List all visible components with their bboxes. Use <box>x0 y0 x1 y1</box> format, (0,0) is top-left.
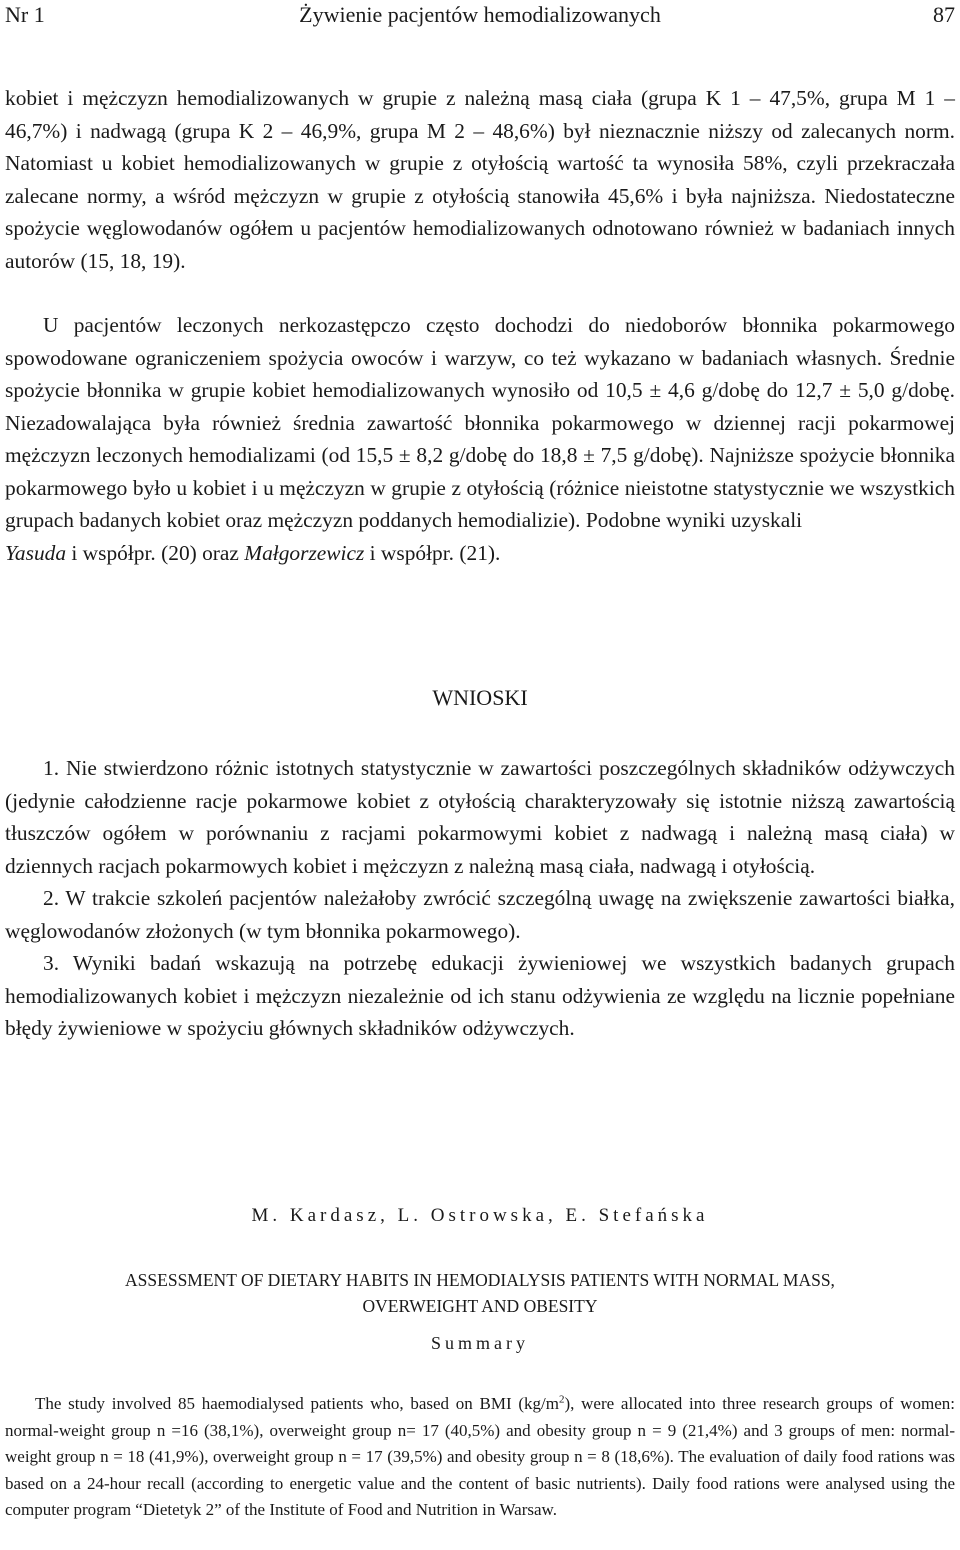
cited-author: Małgorzewicz <box>244 540 365 565</box>
abstract-text <box>5 1391 955 1524</box>
citation-text: i współpr. (20) oraz <box>66 540 245 565</box>
conclusion-item: 1. Nie stwierdzono różnic istotnych statystycznie w zawartości poszczególnych składników odżywczych (jedynie całodzienne racje pokarmowe kobiet z otyłością charakteryzowały się istotnie niższą zawartością tłuszczów ogółem w porównaniu z racjami pokarmowymi kobiet z nadwagą i należną masą ciała) w dziennych racjach pokarmowych kobiet i mężczyzn z należną masą ciała, nadwagą i otyłością. <box>5 756 955 878</box>
abstract <box>5 1391 955 1524</box>
authors-line: M. Kardasz, L. Ostrowska, E. Stefańska <box>251 1205 709 1226</box>
paragraph-text: kobiet i mężczyzn hemodializowanych w grupie z należną masą ciała (grupa K 1 – 47,5%, grupa M 1 – 46,7%) i nadwagą (grupa K 2 – 46,9%, grupa M 2 – 48,6%) był nieznacznie niższy od zalecanych norm. Natomiast u kobiet hemodializowanych w grupie z otyłością wartość ta wynosiła 58%, czyli przekraczała zalecane normy, a wśród mężczyzn w grupie z otyłością stanowiła 45,6% i była najniższa. Niedostateczne spożycie węglowodanów ogółem u pacjentów hemodializowanych odnotowano również w badaniach innych autorów (15, 18, 19). <box>5 86 955 273</box>
paragraph-fiber <box>5 309 955 569</box>
conclusions-heading: WNIOSKI <box>432 685 528 710</box>
english-title-line: OVERWEIGHT AND OBESITY <box>362 1296 598 1316</box>
english-title-line: ASSESSMENT OF DIETARY HABITS IN HEMODIALYSIS PATIENTS WITH NORMAL MASS, <box>125 1270 835 1290</box>
issue-number: Nr 1 <box>5 2 45 27</box>
cited-author: Yasuda <box>5 540 67 565</box>
conclusion-item: 3. Wyniki badań wskazują na potrzebę edukacji żywieniowej we wszystkich badanych grupach hemodializowanych kobiet i mężczyzn niezależnie od ich stanu odżywienia ze względu na licznie popełniane błędy żywieniowe w spożyciu głównych składników odżywczych. <box>5 951 955 1040</box>
paragraph-carbohydrates <box>5 82 955 277</box>
conclusion-item: 2. W trakcie szkoleń pacjentów należałoby zwrócić szczególną uwagę na zwiększenie zawartości białka, węglowodanów złożonych (w tym błonnika pokarmowego). <box>5 886 955 943</box>
abstract-text-part: ), were allocated into three research groups of women: normal-weight group n =16 (38,1%), overweight group n= 17 (40,5%) and obesity group n = 9 (21,4%) and 3 groups of men: normal-weight group n = 18 (41,9%), overweight group n = 17 (39,5%) and obesity group n = 8 (18,6%). The evaluation of daily food rations was based on a 24-hour recall (according to energetic value and the content of basic nutrients). Daily food rations were analysed using the computer program “Dietetyk 2” of the Institute of Food and Nutrition in Warsaw. <box>5 1394 955 1519</box>
english-title <box>5 1267 955 1319</box>
abstract-text-part: The study involved 85 haemodialysed patients who, based on BMI (kg/m <box>35 1394 559 1413</box>
page-number: 87 <box>933 2 955 27</box>
superscript: 2 <box>559 1393 565 1406</box>
running-header <box>5 2 955 32</box>
paragraph-main-text: U pacjentów leczonych nerkozastępczo często dochodzi do niedoborów błonnika pokarmowego spowodowane ograniczeniem spożycia owoców i warzyw, co też wykazano w badaniach własnych. Średnie spożycie błonnika w grupie kobiet hemodializowanych wynosiło od 10,5 ± 4,6 g/dobę do 12,7 ± 5,0 g/dobę. Niezadowalająca była również średnia zawartość błonnika pokarmowego w dziennej racji pokarmowej mężczyzn leczonych hemodializami (od 15,5 ± 8,2 g/dobę do 18,8 ± 7,5 g/dobę). Najniższe spożycie błonnika pokarmowego było u kobiet i u mężczyzn w grupie z otyłością (różnice nieistotne statystycznie we wszystkich grupach badanych kobiet oraz mężczyzn poddanych hemodializie). Podobne wyniki uzyskali <box>5 313 955 532</box>
conclusions-list <box>5 752 955 1045</box>
paragraph-text <box>5 309 955 569</box>
summary-heading: Summary <box>431 1333 529 1353</box>
citation-text: i współpr. (21). <box>364 540 501 565</box>
running-title: Żywienie pacjentów hemodializowanych <box>299 2 661 27</box>
